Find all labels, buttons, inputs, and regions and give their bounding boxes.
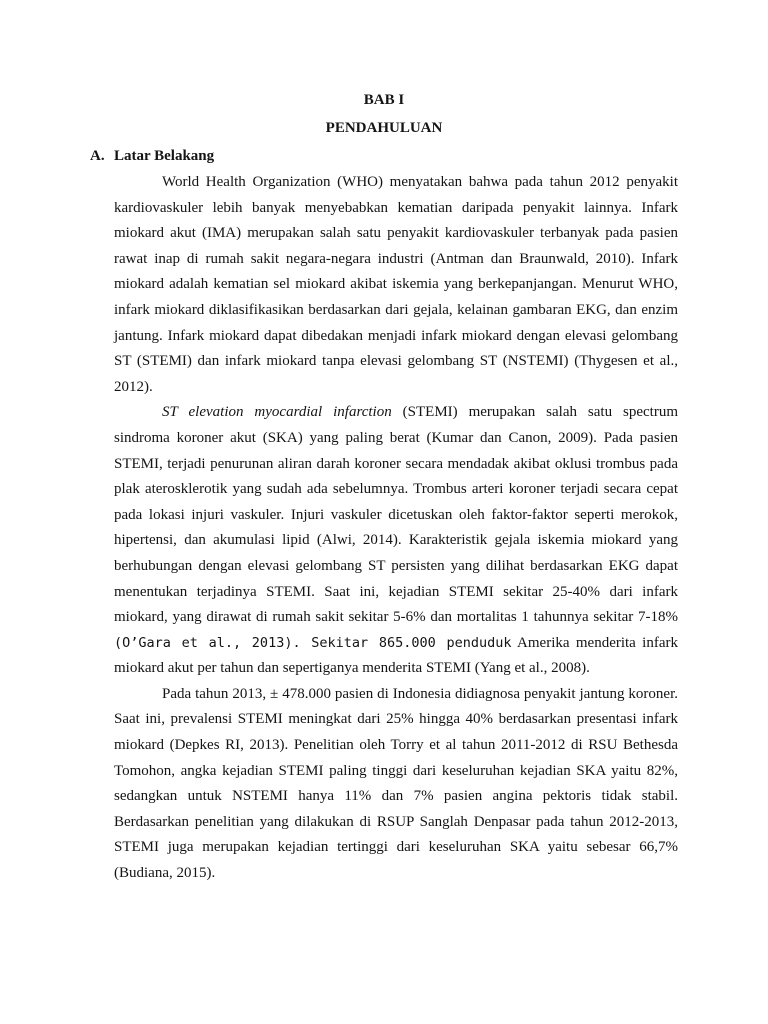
chapter-label: BAB I [363, 92, 405, 108]
section-title: Latar Belakang [114, 148, 215, 164]
paragraph-2-text-a: (STEMI) merupakan salah satu spectrum sindroma koroner akut (SKA) yang paling berat (Kumar dan Canon, 2009). Pada pasien STEMI, terjadi penurunan aliran darah koroner secara mendadak akibat oklusi trombus pada plak aterosklerotik yang sudah ada sebelumnya. Trombus arteri koroner terjadi secara cepat pada lokasi injuri vaskuler. Injuri vaskuler dicetuskan oleh faktor-faktor seperti merokok, hipertensi, dan akumulasi lipid (Alwi, 2014). Karakteristik gejala iskemia miokard yang berhubungan dengan elevasi gelombang ST persisten yang dilihat berdasarkan EKG dapat menentukan terjadinya STEMI. Saat ini, kejadian STEMI sekitar 25-40% dari infark miokard, yang dirawat di rumah sakit sekitar 5-6% dan mortalitas 1 tahunnya sekitar 7-18% [114, 404, 679, 626]
body-text [114, 170, 678, 887]
section-heading [90, 148, 214, 165]
paragraph-2-mono-text: (O’Gara et al., 2013). Sekitar 865.000 penduduk [114, 634, 512, 651]
paragraph-2-italic-term: ST elevation myocardial infarction [162, 404, 392, 421]
chapter-title: PENDAHULUAN [325, 120, 443, 136]
paragraph-3: Pada tahun 2013, ± 478.000 pasien di Indonesia didiagnosa penyakit jantung koroner. Saat ini, prevalensi STEMI meningkat dari 25% hingga 40% berdasarkan presentasi infark miokard (Depkes RI, 2013). Penelitian oleh Torry et al tahun 2011-2012 di RSU Bethesda Tomohon, angka kejadian STEMI paling tinggi dari keseluruhan kejadian SKA yaitu 82%, sedangkan untuk NSTEMI hanya 11% dan 7% pasien angina pektoris tidak stabil. Berdasarkan penelitian yang dilakukan di RSUP Sanglah Denpasar pada tahun 2012-2013, STEMI juga merupakan kejadian tertinggi dari keseluruhan SKA yaitu sebesar 66,7% (Budiana, 2015). [114, 685, 678, 882]
paragraph-2 [114, 400, 678, 682]
paragraph-1: World Health Organization (WHO) menyatakan bahwa pada tahun 2012 penyakit kardiovaskuler lebih banyak menyebabkan kematian daripada penyakit lainnya. Infark miokard akut (IMA) merupakan salah satu penyakit kardiovaskuler terbanyak pada pasien rawat inap di rumah sakit negara-negara industri (Antman dan Braunwald, 2010). Infark miokard adalah kematian sel miokard akibat iskemia yang berkepanjangan. Menurut WHO, infark miokard diklasifikasikan berdasarkan dari gejala, kelainan gambaran EKG, dan enzim jantung. Infark miokard dapat dibedakan menjadi infark miokard dengan elevasi gelombang ST (STEMI) dan infark miokard tanpa elevasi gelombang ST (NSTEMI) (Thygesen et al., 2012). [114, 174, 678, 395]
paragraph-2-text-b: Amerika menderita infark miokard akut per tahun dan sepertiganya menderita STEMI (Yang et al., 2008). [114, 634, 678, 677]
section-number: A. [90, 148, 105, 164]
